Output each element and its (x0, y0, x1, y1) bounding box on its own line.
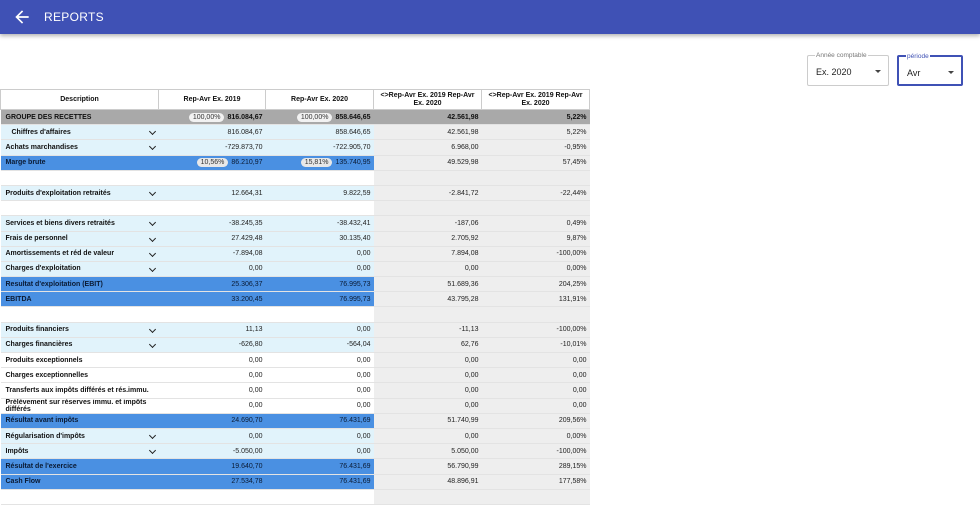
amount: 858.646,65 (335, 113, 371, 121)
value-diff: 0,00 (374, 383, 482, 398)
chevron-down-icon[interactable] (148, 250, 155, 257)
table-row[interactable] (1, 444, 590, 459)
value-2020 (266, 337, 374, 352)
empty-cell (266, 489, 374, 504)
value-diff: 0,00 (374, 353, 482, 368)
value-diff-pct: -100,00% (482, 246, 590, 261)
row-label: Cash Flow (5, 478, 41, 486)
col-header-2019[interactable]: Rep-Avr Ex. 2019 (159, 90, 266, 110)
chevron-down-icon[interactable] (148, 326, 155, 333)
row-label: Frais de personnel (5, 235, 68, 243)
page-title: REPORTS (44, 10, 104, 24)
amount: 135.740,95 (335, 159, 371, 167)
col-header-diff-pct[interactable]: <>Rep-Avr Ex. 2019 Rep-Avr Ex. 2020 (482, 90, 590, 110)
amount: 27.429,48 (231, 235, 263, 243)
value-diff: 56.790,99 (374, 459, 482, 474)
empty-cell (374, 201, 482, 216)
value-2019 (159, 413, 266, 428)
value-2020 (266, 246, 374, 261)
value-diff: 48.896,91 (374, 474, 482, 489)
year-select[interactable] (807, 52, 889, 86)
amount: 0,00 (356, 386, 371, 394)
amount: 33.200,45 (231, 295, 263, 303)
amount: 76.995,73 (339, 280, 371, 288)
value-diff: -2.841,72 (374, 185, 482, 200)
value-2019 (159, 125, 266, 140)
percent-badge: 15,81% (301, 158, 333, 167)
value-2020 (266, 110, 374, 125)
row-description (1, 428, 159, 443)
chevron-down-icon[interactable] (148, 447, 155, 454)
spacer-row (1, 170, 590, 185)
value-2020 (266, 125, 374, 140)
empty-cell (482, 489, 590, 504)
row-description (1, 353, 159, 368)
amount: 76.431,69 (339, 417, 371, 425)
row-description (1, 474, 159, 489)
app-bar (0, 0, 980, 34)
year-select-value: Ex. 2020 (816, 67, 852, 77)
empty-cell (1, 201, 159, 216)
amount: 25.306,37 (231, 280, 263, 288)
table-row[interactable] (1, 261, 590, 276)
row-description (1, 110, 159, 125)
table-row[interactable] (1, 246, 590, 261)
value-diff-pct: 0,00 (482, 368, 590, 383)
amount: 816.084,67 (227, 128, 263, 136)
row-label: Charges d'exploitation (5, 265, 81, 273)
value-2020 (266, 428, 374, 443)
value-diff: 62,76 (374, 337, 482, 352)
row-label: Resultat d'exploitation (EBIT) (5, 280, 103, 288)
row-label: Produits exceptionnels (5, 356, 83, 364)
spacer-row (1, 489, 590, 504)
value-2019 (159, 353, 266, 368)
table-header-row (1, 90, 590, 110)
row-label: EBITDA (5, 295, 32, 303)
row-description (1, 337, 159, 352)
value-2020 (266, 292, 374, 307)
amount: 0,00 (356, 432, 371, 440)
amount: 0,00 (356, 402, 371, 410)
amount: 76.431,69 (339, 478, 371, 486)
value-diff-pct: 209,56% (482, 413, 590, 428)
empty-cell (159, 170, 266, 185)
arrow-left-icon[interactable] (12, 7, 32, 27)
value-diff: 0,00 (374, 398, 482, 413)
value-diff: -11,13 (374, 322, 482, 337)
value-diff: 49.529,98 (374, 155, 482, 170)
value-2020 (266, 140, 374, 155)
chevron-down-icon[interactable] (148, 189, 155, 196)
value-diff-pct: 0,00% (482, 428, 590, 443)
value-diff: -187,06 (374, 216, 482, 231)
empty-cell (482, 201, 590, 216)
value-2020 (266, 277, 374, 292)
amount: 86.210,97 (231, 159, 263, 167)
value-diff-pct: 5,22% (482, 110, 590, 125)
row-description (1, 231, 159, 246)
value-diff: 42.561,98 (374, 125, 482, 140)
row-description (1, 322, 159, 337)
amount: 30.135,40 (339, 235, 371, 243)
value-diff-pct: 0,00% (482, 261, 590, 276)
chevron-down-icon[interactable] (148, 265, 155, 272)
percent-badge: 100,00% (297, 113, 333, 122)
table-row[interactable] (1, 353, 590, 368)
amount: 0,00 (248, 386, 263, 394)
value-2019 (159, 322, 266, 337)
table-row[interactable] (1, 125, 590, 140)
table-row[interactable] (1, 413, 590, 428)
percent-badge: 100,00% (189, 113, 225, 122)
value-diff-pct: 9,87% (482, 231, 590, 246)
empty-cell (374, 170, 482, 185)
chevron-down-icon[interactable] (148, 432, 155, 439)
value-2019 (159, 337, 266, 352)
amount: 0,00 (356, 326, 371, 334)
value-2019 (159, 140, 266, 155)
row-description (1, 459, 159, 474)
value-diff: 51.740,99 (374, 413, 482, 428)
table-row[interactable] (1, 383, 590, 398)
row-label: Impôts (5, 447, 29, 455)
value-diff: 43.795,28 (374, 292, 482, 307)
empty-cell (159, 489, 266, 504)
amount: 76.995,73 (339, 295, 371, 303)
empty-cell (374, 307, 482, 322)
value-2019 (159, 155, 266, 170)
amount: -564,04 (346, 341, 371, 349)
empty-cell (1, 307, 159, 322)
row-description (1, 444, 159, 459)
value-2020 (266, 459, 374, 474)
spacer-row (1, 307, 590, 322)
amount: 0,00 (248, 432, 263, 440)
row-label: Prélèvement sur réserves immu. et impôts différés (5, 398, 147, 413)
row-description (1, 261, 159, 276)
table-row[interactable] (1, 110, 590, 125)
value-2019 (159, 444, 266, 459)
amount: -38.245,35 (229, 219, 263, 227)
value-2020 (266, 231, 374, 246)
amount: 19.640,70 (231, 462, 263, 470)
table-row[interactable] (1, 368, 590, 383)
row-label: Produits d'exploitation retraités (5, 189, 111, 197)
value-2019 (159, 261, 266, 276)
amount: 0,00 (356, 447, 371, 455)
value-2019 (159, 398, 266, 413)
amount: 0,00 (356, 356, 371, 364)
value-diff-pct: 177,58% (482, 474, 590, 489)
amount: 0,00 (248, 402, 263, 410)
value-diff-pct: 57,45% (482, 155, 590, 170)
col-header-description[interactable]: Description (1, 90, 159, 110)
table-row[interactable] (1, 216, 590, 231)
row-label: Résultat de l'exercice (5, 462, 77, 470)
value-diff: 6.968,00 (374, 140, 482, 155)
value-diff-pct: 131,91% (482, 292, 590, 307)
value-2020 (266, 398, 374, 413)
row-label: Services et biens divers retraités (5, 219, 115, 227)
row-description (1, 398, 159, 413)
value-2019 (159, 216, 266, 231)
amount: 0,00 (248, 265, 263, 273)
row-label: Résultat avant impôts (5, 417, 79, 425)
row-label: Produits financiers (5, 326, 69, 334)
value-diff: 5.050,00 (374, 444, 482, 459)
value-diff: 0,00 (374, 261, 482, 276)
value-2019 (159, 292, 266, 307)
row-description (1, 292, 159, 307)
row-description (1, 368, 159, 383)
chevron-down-icon[interactable] (148, 143, 155, 150)
amount: -7.894,08 (232, 250, 263, 258)
amount: 0,00 (356, 371, 371, 379)
row-description (1, 383, 159, 398)
empty-cell (266, 307, 374, 322)
value-diff-pct: 0,00 (482, 383, 590, 398)
value-diff-pct: 289,15% (482, 459, 590, 474)
empty-cell (266, 201, 374, 216)
row-description (1, 155, 159, 170)
report-table (0, 89, 590, 505)
value-2020 (266, 155, 374, 170)
table-row[interactable] (1, 474, 590, 489)
caret-down-icon (875, 70, 881, 73)
empty-cell (482, 307, 590, 322)
table-row[interactable] (1, 337, 590, 352)
row-description (1, 140, 159, 155)
value-diff-pct: -10,01% (482, 337, 590, 352)
empty-cell (482, 170, 590, 185)
empty-cell (266, 170, 374, 185)
amount: -722.905,70 (333, 143, 371, 151)
empty-cell (159, 201, 266, 216)
row-label: Transferts aux impôts différés et rés.immu. (5, 386, 149, 394)
value-2019 (159, 185, 266, 200)
value-2020 (266, 368, 374, 383)
table-row[interactable] (1, 277, 590, 292)
value-diff-pct: -100,00% (482, 444, 590, 459)
amount: -626,80 (238, 341, 263, 349)
value-2019 (159, 110, 266, 125)
table-row[interactable] (1, 231, 590, 246)
row-label: Charges exceptionnelles (5, 371, 88, 379)
table-row[interactable] (1, 459, 590, 474)
value-2019 (159, 368, 266, 383)
value-diff: 7.894,08 (374, 246, 482, 261)
value-diff: 42.561,98 (374, 110, 482, 125)
value-diff-pct: -100,00% (482, 322, 590, 337)
value-diff-pct: -22,44% (482, 185, 590, 200)
period-select-value: Avr (907, 68, 921, 78)
value-2019 (159, 277, 266, 292)
percent-badge: 10,56% (197, 158, 229, 167)
value-2020 (266, 413, 374, 428)
amount: 12.664,31 (231, 189, 263, 197)
value-2020 (266, 474, 374, 489)
table-row[interactable] (1, 398, 590, 413)
table-row[interactable] (1, 428, 590, 443)
row-label: Achats marchandises (5, 143, 78, 151)
spacer-row (1, 201, 590, 216)
value-2020 (266, 185, 374, 200)
year-select-label: Année comptable (816, 52, 867, 59)
amount: 27.534,78 (231, 478, 263, 486)
value-diff-pct: -0,95% (482, 140, 590, 155)
value-2020 (266, 444, 374, 459)
row-label: Chiffres d'affaires (11, 128, 71, 136)
table-row[interactable] (1, 140, 590, 155)
value-2019 (159, 459, 266, 474)
amount: -38.432,41 (337, 219, 371, 227)
chevron-down-icon[interactable] (148, 234, 155, 241)
value-diff: 0,00 (374, 428, 482, 443)
amount: 11,13 (245, 326, 263, 334)
row-label: Régularisation d'impôts (5, 432, 85, 440)
value-2020 (266, 383, 374, 398)
empty-cell (374, 489, 482, 504)
row-description (1, 216, 159, 231)
chevron-down-icon[interactable] (148, 341, 155, 348)
value-diff-pct: 0,00 (482, 398, 590, 413)
empty-cell (159, 307, 266, 322)
chevron-down-icon[interactable] (148, 128, 155, 135)
table-row[interactable] (1, 155, 590, 170)
amount: 858.646,65 (335, 128, 371, 136)
row-label: Marge brute (5, 159, 46, 167)
empty-cell (1, 170, 159, 185)
value-2019 (159, 428, 266, 443)
row-description (1, 246, 159, 261)
row-label: GROUPE DES RECETTES (5, 113, 92, 121)
value-diff: 2.705,92 (374, 231, 482, 246)
amount: 0,00 (248, 356, 263, 364)
value-2020 (266, 216, 374, 231)
value-diff: 0,00 (374, 368, 482, 383)
value-2020 (266, 261, 374, 276)
value-diff-pct: 5,22% (482, 125, 590, 140)
period-select-label: période (907, 53, 929, 60)
amount: 0,00 (248, 371, 263, 379)
value-2020 (266, 353, 374, 368)
amount: 24.690,70 (231, 417, 263, 425)
row-label: Amortissements et réd de valeur (5, 250, 115, 258)
value-2019 (159, 474, 266, 489)
period-select[interactable] (897, 55, 963, 86)
table-row[interactable] (1, 292, 590, 307)
empty-cell (1, 489, 159, 504)
chevron-down-icon[interactable] (148, 219, 155, 226)
row-description (1, 277, 159, 292)
row-description (1, 125, 159, 140)
col-header-2020[interactable]: Rep-Avr Ex. 2020 (266, 90, 374, 110)
amount: 0,00 (356, 250, 371, 258)
value-2020 (266, 322, 374, 337)
amount: 76.431,69 (339, 462, 371, 470)
caret-down-icon (948, 71, 954, 74)
amount: -729.873,70 (225, 143, 263, 151)
value-diff-pct: 0,00 (482, 353, 590, 368)
amount: 0,00 (356, 265, 371, 273)
value-diff: 51.689,36 (374, 277, 482, 292)
col-header-diff[interactable]: <>Rep-Avr Ex. 2019 Rep-Avr Ex. 2020 (374, 90, 482, 110)
value-2019 (159, 231, 266, 246)
row-description (1, 413, 159, 428)
value-2019 (159, 246, 266, 261)
value-diff-pct: 204,25% (482, 277, 590, 292)
table-row[interactable] (1, 322, 590, 337)
amount: 816.084,67 (227, 113, 263, 121)
value-diff-pct: 0,49% (482, 216, 590, 231)
amount: -5.050,00 (232, 447, 263, 455)
row-label: Charges financières (5, 341, 73, 349)
value-2019 (159, 383, 266, 398)
amount: 9.822,59 (343, 189, 371, 197)
row-description (1, 185, 159, 200)
table-row[interactable] (1, 185, 590, 200)
